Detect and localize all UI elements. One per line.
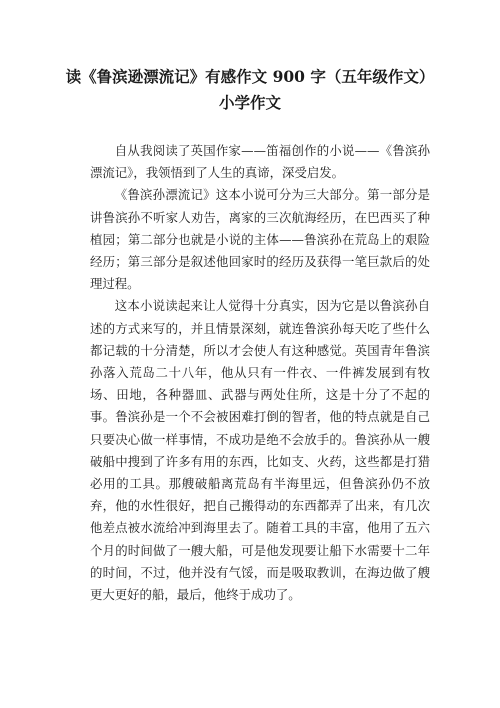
paragraph-2: 《鲁滨孙漂流记》这本小说可分为三大部分。第一部分是讲鲁滨孙不听家人劝告，离家的三次航海经历，在巴西买了种植园；第二部分也就是小说的主体——鲁滨孙在荒岛上的艰险经历；第三部分是叙述他回家时的经历及获得一笔巨款后的处理过程。 bbox=[90, 187, 430, 292]
paragraph-3: 这本小说读起来让人觉得十分真实，因为它是以鲁滨孙自述的方式来写的，并且情景深刻，就连鲁滨孙每天吃了些什么都记载的十分清楚，所以才会使人有这种感觉。英国青年鲁滨孙落入荒岛二十八年，他从只有一件衣、一件裤发展到有牧场、田地，各种器皿、武器与两处住所，这是十分了不起的事。鲁滨孙是一个不会被困难打倒的智者，他的特点就是自己只要决心做一样事情，不成功是绝不会放手的。鲁滨孙从一艘破船中搜到了许多有用的东西，比如支、火药，这些都是打猎必用的工具。那艘破船离荒岛有半海里远，但鲁滨孙仍不放弃，他的水性很好，把自己搬得动的东西都弄了出来，有几次他差点被水流给冲到海里去了。随着工具的丰富，他用了五六个月的时间做了一艘大船，可是他发现要让船下水需要十二年的时间，不过，他并没有气馁，而是吸取教训，在海边做了艘更大更好的船，最后，他终于成功了。 bbox=[90, 298, 430, 603]
document-title-line-2: 小学作文 bbox=[218, 93, 281, 112]
paragraph-1: 自从我阅读了英国作家——笛福创作的小说——《鲁滨孙漂流记》，我领悟到了人生的真谛，深受启发。 bbox=[90, 143, 430, 181]
document-body bbox=[90, 140, 430, 606]
document-title-line-1: 读《鲁滨逊漂流记》有感作文 900 字（五年级作文） bbox=[65, 67, 435, 86]
